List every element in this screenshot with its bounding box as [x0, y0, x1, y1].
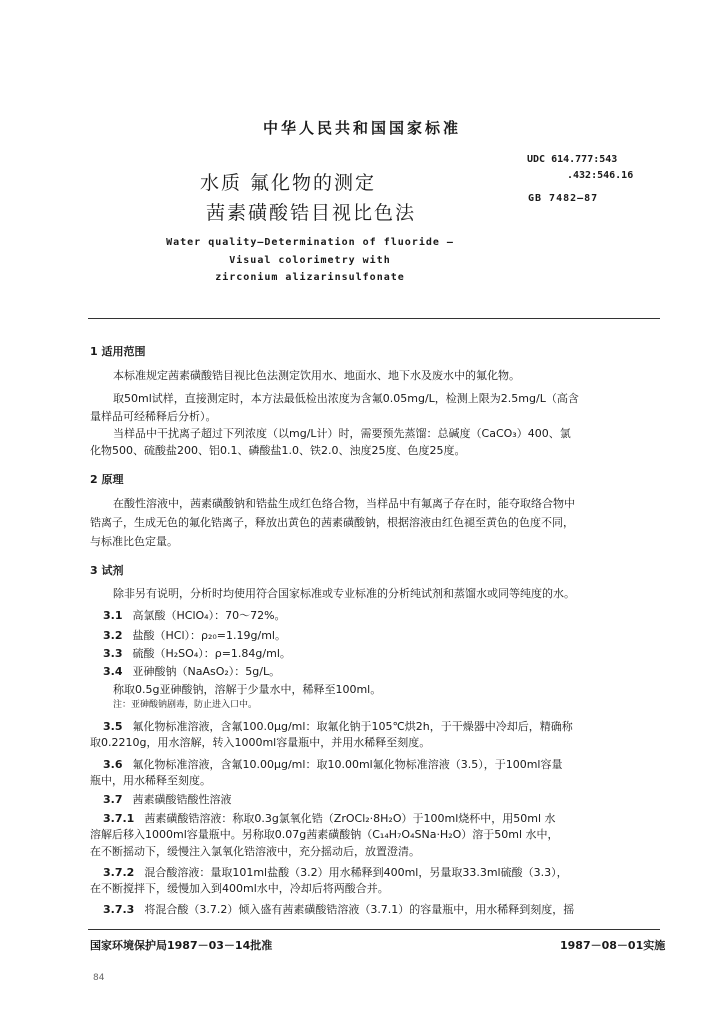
english-title-line2: Visual colorimetry with [229, 255, 391, 266]
reagent-number: 3.6 [103, 758, 123, 771]
paragraph: 当样品中干扰离子超过下列浓度（以mg/L计）时，需要预先蒸馏：总碱度（CaCO₃）400、氯 [113, 427, 571, 440]
page-number: 84 [93, 973, 105, 983]
reagent-3-7 [103, 791, 232, 807]
reagent-text: 混合酸溶液：量取101ml盐酸（3.2）用水稀释到400ml，另量取33.3ml硫酸（3.3）， [144, 866, 568, 879]
paragraph: 溶解后移入1000ml容量瓶中。另称取0.07g茜素磺酸钠（C₁₄H₇O₄SNa·H₂O）溶于50ml 水中， [90, 828, 559, 841]
note: 注：亚砷酸钠剧毒，防止进入口中。 [113, 700, 258, 710]
paragraph: 称取0.5g亚砷酸钠，溶解于少量水中，稀释至100ml。 [113, 683, 382, 696]
reagent-text: 将混合酸（3.7.2）倾入盛有茜素磺酸锆溶液（3.7.1）的容量瓶中，用水稀释到刻度，摇 [144, 903, 575, 916]
standard-header: 中华人民共和国国家标准 [262, 119, 461, 137]
reagent-number: 3.7.2 [103, 866, 135, 879]
paragraph: 瓶中，用水稀释至刻度。 [90, 774, 211, 787]
document-title-line2: 茜素磺酸锆目视比色法 [206, 202, 417, 224]
reagent-3-7-3 [103, 901, 574, 917]
reagent-number: 3.1 [103, 609, 123, 622]
document-title-line1: 水质 氟化物的测定 [200, 172, 377, 194]
reagent-number: 3.7.1 [103, 812, 135, 825]
reagent-3-4 [103, 663, 280, 679]
reagent-number: 3.5 [103, 720, 123, 733]
effective-date: 1987－08－01实施 [560, 939, 666, 952]
english-title-line1: Water quality—Determination of fluoride — [166, 237, 454, 248]
paragraph: 锆离子，生成无色的氟化锆离子，释放出黄色的茜素磺酸钠，根据溶液由红色褪至黄色的色度不同， [90, 516, 574, 529]
reagent-3-2 [103, 627, 286, 643]
paragraph: 与标准比色定量。 [90, 535, 178, 548]
approval-date: 国家环境保护局1987－03－14批准 [90, 939, 273, 952]
paragraph: 量样品可经稀释后分析）。 [90, 410, 217, 423]
reagent-3-1 [103, 607, 286, 623]
standard-number: GB 7482—87 [528, 193, 599, 204]
paragraph: 在不断搅拌下，缓慢加入到400ml水中，冷却后将两酸合并。 [90, 882, 389, 895]
paragraph: 除非另有说明，分析时均使用符合国家标准或专业标准的分析纯试剂和蒸馏水或同等纯度的水。 [113, 587, 575, 600]
reagent-text: 氟化物标准溶液，含氟100.0μg/ml：取氟化钠于105℃烘2h，于干燥器中冷却后，精确称 [132, 720, 573, 733]
section-2-heading: 2 原理 [90, 473, 124, 486]
reagent-3-7-1 [103, 810, 556, 826]
reagent-text: 氟化物标准溶液，含氟10.00μg/ml：取10.00ml氟化物标准溶液（3.5），于100ml容量 [132, 758, 563, 771]
udc-code: UDC 614.777:543 [527, 154, 618, 165]
reagent-3-6 [103, 756, 562, 772]
reagent-3-3 [103, 645, 291, 661]
reagent-number: 3.7 [103, 793, 123, 806]
paragraph: 化物500、硫酸盐200、铝0.1、磷酸盐1.0、铁2.0、浊度25度、色度25度。 [90, 444, 466, 457]
bottom-divider [88, 929, 660, 930]
reagent-number: 3.2 [103, 629, 123, 642]
paragraph: 本标准规定茜素磺酸锆目视比色法测定饮用水、地面水、地下水及废水中的氟化物。 [113, 369, 520, 382]
reagent-3-7-2 [103, 864, 568, 880]
reagent-text: 茜素磺酸锆溶液：称取0.3g氯氧化锆（ZrOCl₂·8H₂O）于100ml烧杯中，用50ml 水 [144, 812, 556, 825]
paragraph: 在酸性溶液中，茜素磺酸钠和锆盐生成红色络合物，当样品中有氟离子存在时，能夺取络合物中 [113, 497, 575, 510]
reagent-text: 亚砷酸钠（NaAsO₂）：5g/L。 [132, 665, 281, 678]
reagent-text: 硫酸（H₂SO₄）：ρ=1.84g/ml。 [132, 647, 291, 660]
reagent-number: 3.3 [103, 647, 123, 660]
section-1-heading: 1 适用范围 [90, 345, 146, 358]
udc-code-continued: .432:546.16 [567, 170, 634, 181]
paragraph: 在不断摇动下，缓慢注入氯氧化锆溶液中，充分摇动后，放置澄清。 [90, 845, 420, 858]
reagent-number: 3.7.3 [103, 903, 135, 916]
reagent-text: 高氯酸（HClO₄）：70～72%。 [132, 609, 286, 622]
reagent-text: 盐酸（HCl）：ρ₂₀=1.19g/ml。 [132, 629, 286, 642]
reagent-text: 茜素磺酸锆酸性溶液 [132, 793, 232, 806]
section-3-heading: 3 试剂 [90, 564, 124, 577]
reagent-3-5 [103, 718, 573, 734]
top-divider [88, 318, 660, 319]
paragraph: 取0.2210g，用水溶解，转入1000ml容量瓶中，并用水稀释至刻度。 [90, 736, 431, 749]
reagent-number: 3.4 [103, 665, 123, 678]
english-title-line3: zirconium alizarinsulfonate [215, 272, 405, 283]
paragraph: 取50ml试样，直接测定时，本方法最低检出浓度为含氟0.05mg/L，检测上限为2.5mg/L（高含 [113, 392, 579, 405]
